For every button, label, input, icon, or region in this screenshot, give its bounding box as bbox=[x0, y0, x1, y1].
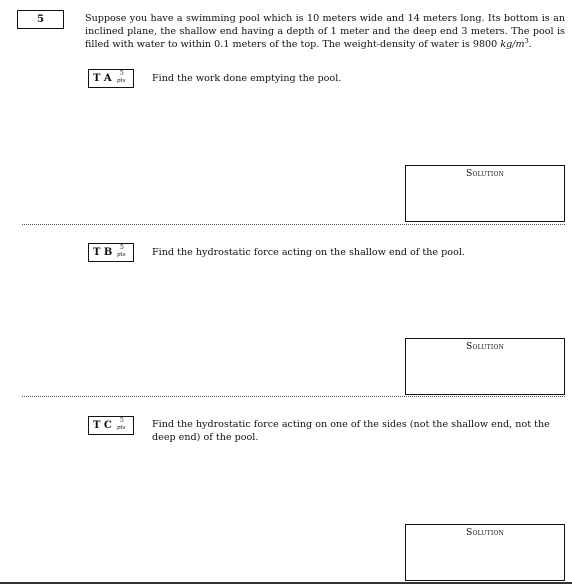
part-b-separator bbox=[22, 396, 565, 397]
part-a-solution-label: Solution bbox=[465, 168, 505, 179]
part-b-pts-label: pts bbox=[117, 252, 126, 258]
part-a-label: T A bbox=[93, 73, 112, 84]
part-b-solution-label: Solution bbox=[465, 341, 505, 352]
part-c-pts-label: pts bbox=[117, 425, 126, 431]
part-b-label: T B bbox=[93, 247, 113, 258]
part-c-solution-box[interactable] bbox=[405, 524, 565, 581]
part-c-prompt: Find the hydrostatic force acting on one of the sides (not the shallow end, not the deep end) of the pool. bbox=[152, 419, 550, 444]
page-bottom-rule bbox=[0, 582, 572, 584]
part-b-tag bbox=[88, 243, 134, 262]
part-c-tag bbox=[88, 416, 134, 435]
question-intro bbox=[85, 12, 565, 52]
unit-exponent: 3 bbox=[524, 37, 529, 46]
part-a-points: 5 bbox=[120, 70, 124, 77]
part-b-points: 5 bbox=[120, 244, 124, 251]
part-a-pts-label: pts bbox=[117, 78, 126, 84]
part-a-prompt: Find the work done emptying the pool. bbox=[152, 73, 342, 84]
question-number: 5 bbox=[17, 10, 64, 29]
part-a-separator bbox=[22, 224, 565, 225]
intro-end: . bbox=[528, 39, 532, 51]
part-a-tag bbox=[88, 69, 134, 88]
part-a-solution-box[interactable] bbox=[405, 165, 565, 222]
part-c-label: T C bbox=[93, 420, 112, 431]
part-b-prompt: Find the hydrostatic force acting on the shallow end of the pool. bbox=[152, 247, 465, 258]
part-b-solution-box[interactable] bbox=[405, 338, 565, 395]
part-c-points: 5 bbox=[120, 417, 124, 424]
part-c-solution-label: Solution bbox=[465, 527, 505, 538]
intro-text: Suppose you have a swimming pool which is 10 meters wide and 14 meters long. Its bottom is an inclined plane, the shallow end having a depth of 1 meter and the deep end 3 meters. The pool is filled with water to within 0.1 meters of the top. The weight-density of water is 9800 bbox=[85, 13, 565, 51]
density-unit: kg/m bbox=[500, 39, 525, 51]
